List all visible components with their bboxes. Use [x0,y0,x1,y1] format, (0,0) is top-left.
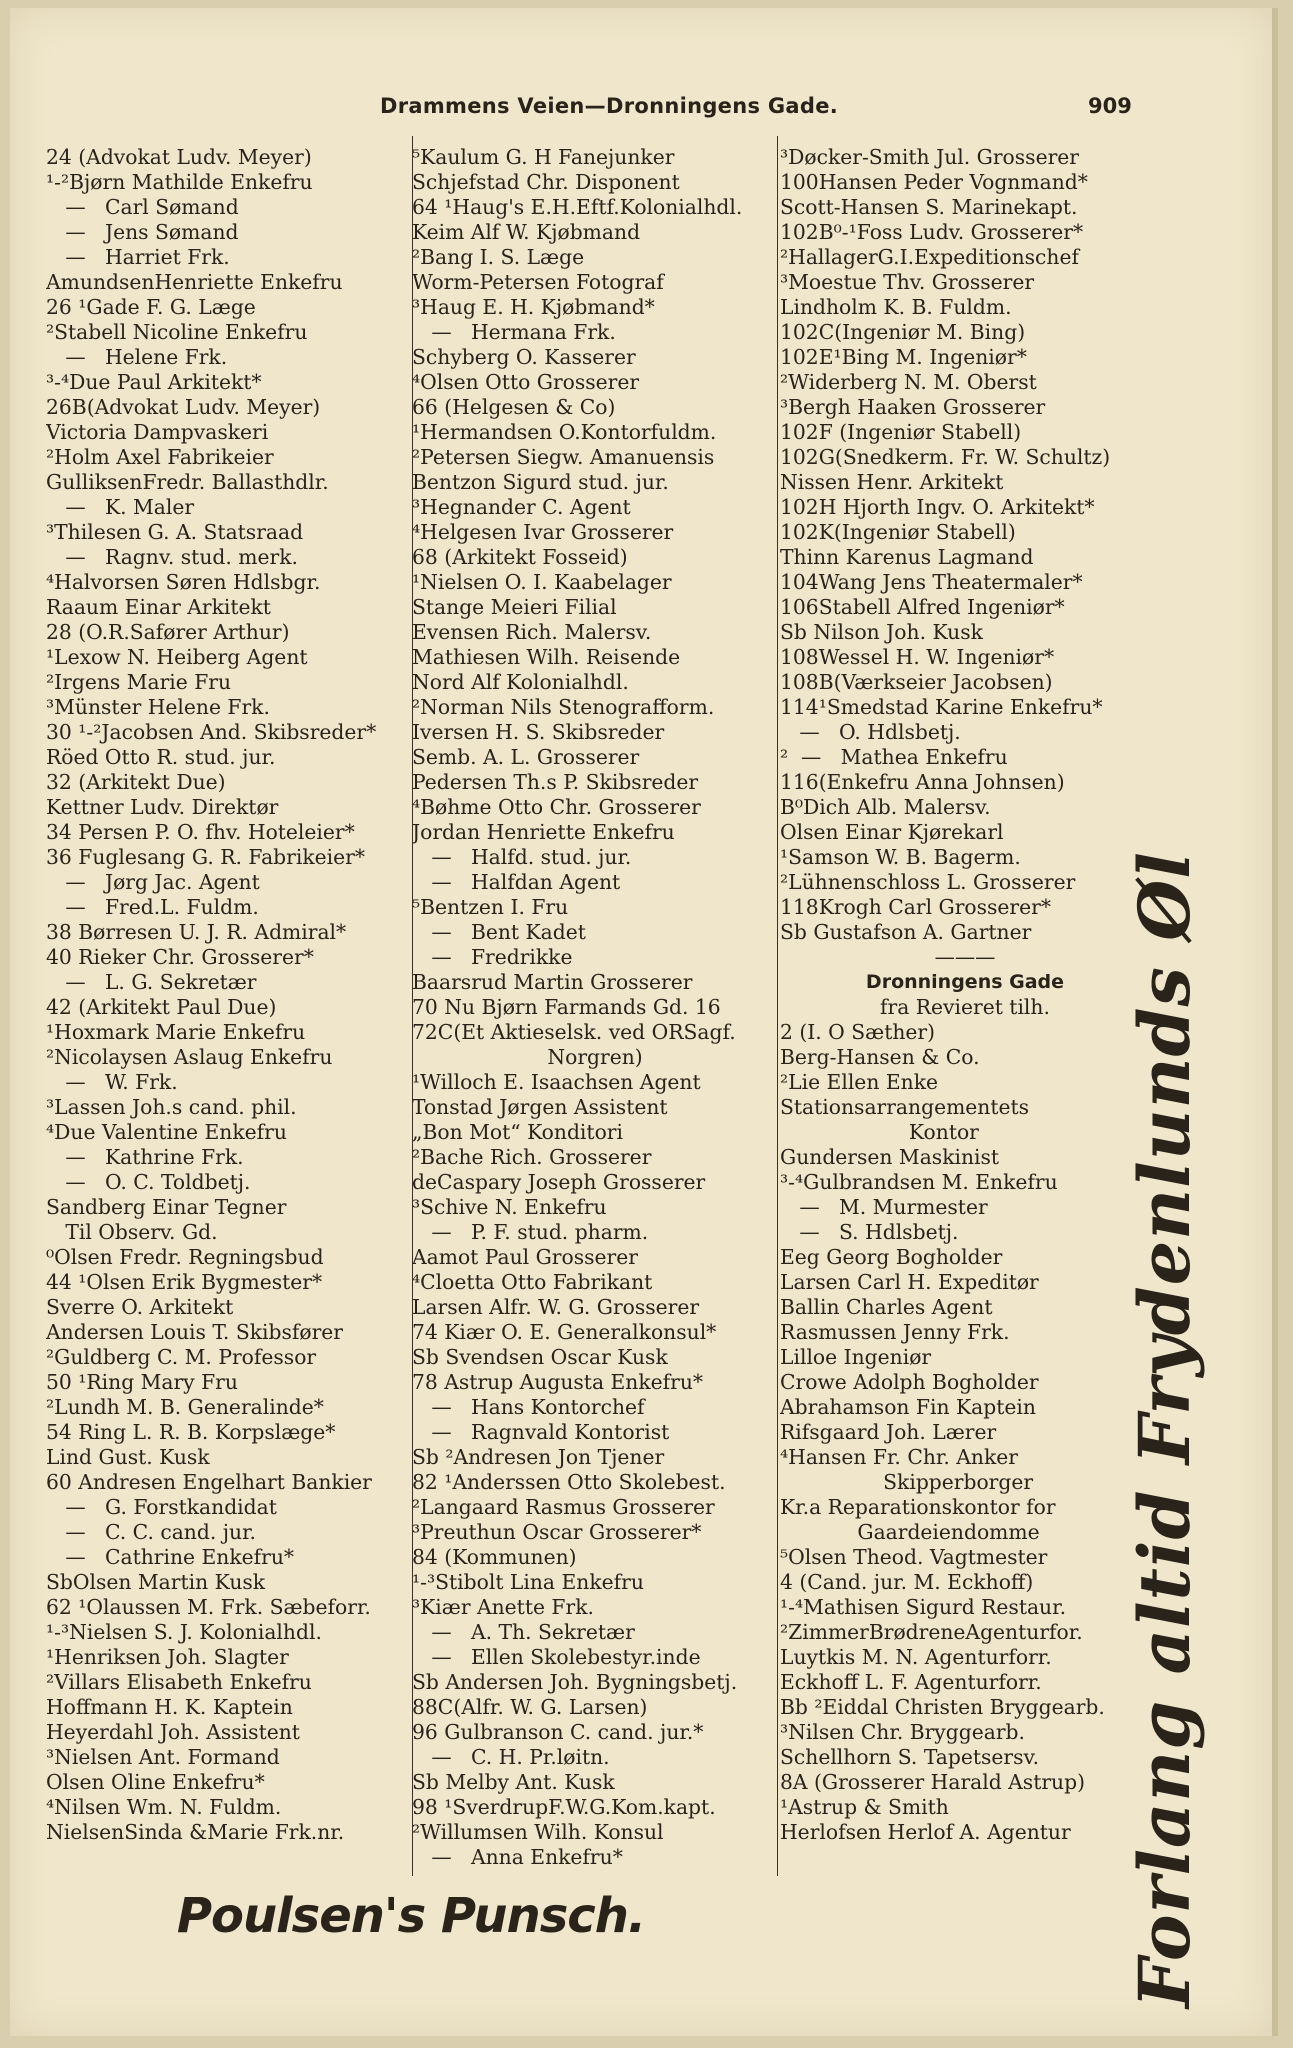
directory-entry: ⁴Due Valentine Enkefru [46,1120,287,1144]
directory-column-1 [46,145,414,1845]
directory-entry: Keim Alf W. Kjøbmand [412,220,641,244]
directory-entry: GulliksenFredr. Ballasthdlr. [46,470,329,494]
directory-entry: ¹-⁴Mathisen Sigurd Restaur. [780,1595,1067,1619]
directory-entry: 4 (Cand. jur. M. Eckhoff) [780,1570,1034,1594]
directory-entry: Sb Gustafson A. Gartner [780,920,1032,944]
directory-entry: — Ragnv. stud. merk. [46,545,298,569]
directory-entry: — M. Murmester [780,1195,988,1219]
directory-entry: 102F (Ingeniør Stabell) [780,420,1022,444]
directory-entry: 60 Andresen Engelhart Bankier [46,1470,372,1494]
directory-entry: Larsen Alfr. W. G. Grosserer [412,1295,700,1319]
directory-entry: 40 Rieker Chr. Grosserer* [46,945,314,969]
page-title: Drammens Veien—Dronningens Gade. [380,94,839,118]
directory-entry: Bb ²Eiddal Christen Bryggearb. [780,1695,1105,1719]
directory-entry: Sandberg Einar Tegner [46,1195,287,1219]
directory-entry: ²Holm Axel Fabrikeier [46,445,274,469]
directory-entry: 84 (Kommunen) [412,1545,577,1569]
directory-entry: — L. G. Sekretær [46,970,257,994]
directory-entry: ³-⁴Due Paul Arkitekt* [46,370,262,394]
side-advertisement-text: Forlang altid Frydenlunds Øl [1123,851,1206,2008]
directory-entry: Gaardeiendomme [780,1520,1040,1544]
directory-entry: ³Kiær Anette Frk. [412,1595,594,1619]
directory-entry: ² — Mathea Enkefru [780,745,1008,769]
directory-entry: ¹Nielsen O. I. Kaabelager [412,570,672,594]
directory-entry: ²Nicolaysen Aslaug Enkefru [46,1045,333,1069]
directory-entry: 104Wang Jens Theatermaler* [780,570,1083,594]
directory-entry: deCaspary Joseph Grosserer [412,1170,706,1194]
directory-entry: ²ZimmerBrødreneAgenturfor. [780,1620,1083,1644]
directory-entry: ³Schive N. Enkefru [412,1195,607,1219]
directory-entry: ¹-³Stibolt Lina Enkefru [412,1570,644,1594]
directory-entry: Sb Melby Ant. Kusk [412,1770,615,1794]
directory-entry: ¹Samson W. B. Bagerm. [780,845,1021,869]
directory-entry: ⁴Cloetta Otto Fabrikant [412,1270,653,1294]
directory-entry: B⁰Dich Alb. Malersv. [780,795,991,819]
directory-entry: 102E¹Bing M. Ingeniør* [780,345,1027,369]
directory-entry: ²Stabell Nicoline Enkefru [46,320,308,344]
directory-entry: 34 Persen P. O. fhv. Hoteleier* [46,820,355,844]
directory-entry: ²Guldberg C. M. Professor [46,1345,317,1369]
directory-entry: — Hans Kontorchef [412,1395,645,1419]
directory-entry: ²Lühnenschloss L. Grosserer [780,870,1076,894]
directory-entry: — Fredrikke [412,945,573,969]
directory-entry: ³-⁴Gulbrandsen M. Enkefru [780,1170,1058,1194]
directory-entry: ⁴Helgesen Ivar Grosserer [412,520,674,544]
directory-entry: ³Nilsen Chr. Bryggearb. [780,1720,1025,1744]
directory-entry: — Kathrine Frk. [46,1145,244,1169]
directory-entry: Til Observ. Gd. [46,1220,218,1244]
directory-entry: 108Wessel H. W. Ingeniør* [780,645,1055,669]
directory-entry: ³Münster Helene Frk. [46,695,270,719]
directory-entry: — G. Forstkandidat [46,1495,277,1519]
directory-entry: 72C(Et Aktieselsk. ved ORSagf. [412,1020,736,1044]
directory-entry: Sb Andersen Joh. Bygningsbetj. [412,1670,738,1694]
directory-entry: — C. C. cand. jur. [46,1520,256,1544]
directory-entry: ¹Astrup & Smith [780,1795,949,1819]
directory-entry: Kettner Ludv. Direktør [46,795,279,819]
directory-entry: Kontor [780,1120,979,1144]
directory-entry: ²Villars Elisabeth Enkefru [46,1670,312,1694]
directory-entry: Kr.a Reparationskontor for [780,1495,1056,1519]
directory-entry: 32 (Arkitekt Due) [46,770,226,794]
directory-entry: ²Norman Nils Stenografform. [412,695,715,719]
directory-entry: 44 ¹Olsen Erik Bygmester* [46,1270,323,1294]
directory-entry: ³Døcker-Smith Jul. Grosserer [780,145,1079,169]
directory-entry: 64 ¹Haug's E.H.Eftf.Kolonialhdl. [412,195,743,219]
directory-entry: ¹Hoxmark Marie Enkefru [46,1020,306,1044]
directory-entry: 36 Fuglesang G. R. Fabrikeier* [46,845,365,869]
directory-entry: 62 ¹Olaussen M. Frk. Sæbeforr. [46,1595,371,1619]
directory-entry: 108B(Værkseier Jacobsen) [780,670,1053,694]
directory-entry: 28 (O.R.Safører Arthur) [46,620,290,644]
directory-entry: Crowe Adolph Bogholder [780,1370,1039,1394]
directory-entry: 70 Nu Bjørn Farmands Gd. 16 [412,995,721,1019]
directory-entry: Schyberg O. Kasserer [412,345,636,369]
directory-page [10,8,1278,2036]
directory-entry: — Halfd. stud. jur. [412,845,632,869]
directory-entry: ²Petersen Siegw. Amanuensis [412,445,715,469]
directory-entry: ²Bang I. S. Læge [412,245,585,269]
directory-entry: 102B⁰-¹Foss Ludv. Grosserer* [780,220,1084,244]
directory-entry: — W. Frk. [46,1070,178,1094]
directory-entry: 26B(Advokat Ludv. Meyer) [46,395,321,419]
directory-entry: 78 Astrup Augusta Enkefru* [412,1370,704,1394]
directory-entry: 102H Hjorth Ingv. O. Arkitekt* [780,495,1095,519]
directory-entry: — Harriet Frk. [46,245,230,269]
directory-entry: AmundsenHenriette Enkefru [46,270,343,294]
directory-entry: ⁴Halvorsen Søren Hdlsbgr. [46,570,321,594]
directory-entry: — Ellen Skolebestyr.inde [412,1645,701,1669]
directory-entry: Eeg Georg Bogholder [780,1245,1003,1269]
directory-entry: — Jørg Jac. Agent [46,870,260,894]
directory-entry: — A. Th. Sekretær [412,1620,635,1644]
directory-entry: Sverre O. Arkitekt [46,1295,234,1319]
directory-entry: — Jens Sømand [46,220,239,244]
directory-entry: ²Bache Rich. Grosserer [412,1145,652,1169]
directory-entry: ⁴Hansen Fr. Chr. Anker [780,1445,1018,1469]
directory-entry: — Hermana Frk. [412,320,616,344]
directory-entry: Eckhoff L. F. Agenturforr. [780,1670,1042,1694]
directory-entry: ²HallagerG.I.Expeditionschef [780,245,1079,269]
directory-entry: 102C(Ingeniør M. Bing) [780,320,1026,344]
directory-entry: Jordan Henriette Enkefru [412,820,675,844]
directory-entry: — K. Maler [46,495,195,519]
directory-entry: Skipperborger [780,1470,1034,1494]
directory-entry: Baarsrud Martin Grosserer [412,970,693,994]
page-number: 909 [1088,94,1132,118]
directory-entry: Mathiesen Wilh. Reisende [412,645,681,669]
directory-entry: Sb Svendsen Oscar Kusk [412,1345,668,1369]
directory-entry: Victoria Dampvaskeri [46,420,269,444]
directory-entry: Lindholm K. B. Fuldm. [780,295,1012,319]
directory-entry: ⁵Bentzen I. Fru [412,895,569,919]
directory-entry: 68 (Arkitekt Fosseid) [412,545,628,569]
directory-entry: ³Moestue Thv. Grosserer [780,270,1035,294]
directory-entry: ⁴Olsen Otto Grosserer [412,370,640,394]
directory-entry: Nord Alf Kolonialhdl. [412,670,629,694]
directory-entry: 82 ¹Anderssen Otto Skolebest. [412,1470,726,1494]
directory-entry: Pedersen Th.s P. Skibsreder [412,770,699,794]
directory-entry: ²Willumsen Wilh. Konsul [412,1820,664,1844]
directory-entry: „Bon Mot“ Konditori [412,1120,623,1144]
directory-entry: ³Haug E. H. Kjøbmand* [412,295,655,319]
directory-entry: Nissen Henr. Arkitekt [780,470,1004,494]
directory-entry: Hoffmann H. K. Kaptein [46,1695,293,1719]
directory-entry: ³Lassen Joh.s cand. phil. [46,1095,297,1119]
directory-entry: — Fred.L. Fuldm. [46,895,259,919]
directory-entry: NielsenSinda &Marie Frk.nr. [46,1820,345,1844]
directory-entry: ¹-³Nielsen S. J. Kolonialhdl. [46,1620,322,1644]
directory-entry: 42 (Arkitekt Paul Due) [46,995,277,1019]
directory-entry: 66 (Helgesen & Co) [412,395,616,419]
directory-entry: 118Krogh Carl Grosserer* [780,895,1051,919]
directory-entry: Raaum Einar Arkitekt [46,595,271,619]
directory-entry: Lind Gust. Kusk [46,1445,210,1469]
directory-entry: 106Stabell Alfred Ingeniør* [780,595,1065,619]
directory-entry: ³Thilesen G. A. Statsraad [46,520,304,544]
directory-entry: — C. H. Pr.løitn. [412,1745,610,1769]
bottom-advertisement-text: Poulsen's Punsch. [176,1888,646,1944]
directory-entry: 54 Ring L. R. B. Korpslæge* [46,1420,336,1444]
directory-entry: 88C(Alfr. W. G. Larsen) [412,1695,648,1719]
directory-entry: Sb Nilson Joh. Kusk [780,620,983,644]
directory-entry: ¹-²Bjørn Mathilde Enkefru [46,170,313,194]
directory-entry: Tonstad Jørgen Assistent [412,1095,668,1119]
directory-entry: Rasmussen Jenny Frk. [780,1320,1010,1344]
directory-entry: ³Nielsen Ant. Formand [46,1745,280,1769]
directory-entry: Dronningens Gade [865,971,1065,993]
directory-entry: Schjefstad Chr. Disponent [412,170,680,194]
directory-entry: ¹Hermandsen O.Kontorfuldm. [412,420,717,444]
directory-entry: Schellhorn S. Tapetsersv. [780,1745,1040,1769]
directory-entry: Norgren) [412,1045,643,1069]
directory-entry: ²Langaard Rasmus Grosserer [412,1495,715,1519]
directory-entry: ²Irgens Marie Fru [46,670,232,694]
directory-entry: ¹Lexow N. Heiberg Agent [46,645,308,669]
directory-entry: Iversen H. S. Skibsreder [412,720,665,744]
directory-entry: ⁵Olsen Theod. Vagtmester [780,1545,1048,1569]
directory-entry: Röed Otto R. stud. jur. [46,745,276,769]
directory-entry: — S. Hdlsbetj. [780,1220,959,1244]
directory-entry: Stange Meieri Filial [412,595,617,619]
directory-entry: 24 (Advokat Ludv. Meyer) [46,145,312,169]
directory-entry: ——— [934,945,996,969]
directory-entry: 50 ¹Ring Mary Fru [46,1370,238,1394]
directory-entry: Semb. A. L. Grosserer [412,745,640,769]
directory-entry: ²Lundh M. B. Generalinde* [46,1395,324,1419]
directory-entry: ³Bergh Haaken Grosserer [780,395,1046,419]
directory-column-2 [412,145,780,1870]
directory-entry: — Halfdan Agent [412,870,621,894]
directory-entry: 102G(Snedkerm. Fr. W. Schultz) [780,445,1111,469]
directory-entry: SbOlsen Martin Kusk [46,1570,266,1594]
page-header [10,90,1272,130]
directory-entry: 114¹Smedstad Karine Enkefru* [780,695,1103,719]
directory-entry: Gundersen Maskinist [780,1145,1000,1169]
directory-entry: ³Hegnander C. Agent [412,495,631,519]
directory-entry: Olsen Einar Kjørekarl [780,820,1004,844]
directory-entry: ³Preuthun Oscar Grosserer* [412,1520,702,1544]
directory-entry: — Helene Frk. [46,345,228,369]
directory-entry: Stationsarrangementets [780,1095,1030,1119]
directory-entry: Olsen Oline Enkefru* [46,1770,265,1794]
directory-column-3 [780,145,1150,1845]
directory-entry: — O. Hdlsbetj. [780,720,961,744]
directory-entry: ⁴Bøhme Otto Chr. Grosserer [412,795,701,819]
directory-entry: Thinn Karenus Lagmand [780,545,1034,569]
directory-entry: 38 Børresen U. J. R. Admiral* [46,920,347,944]
directory-entry: Ballin Charles Agent [780,1295,993,1319]
directory-entry: — Bent Kadet [412,920,586,944]
directory-entry: Bentzon Sigurd stud. jur. [412,470,669,494]
directory-entry: Andersen Louis T. Skibsfører [46,1320,343,1344]
directory-entry: 26 ¹Gade F. G. Læge [46,295,256,319]
directory-entry: ²Lie Ellen Enke [780,1070,938,1094]
directory-entry: — Ragnvald Kontorist [412,1420,670,1444]
directory-entry: 102K(Ingeniør Stabell) [780,520,1016,544]
directory-entry: 30 ¹-²Jacobsen And. Skibsreder* [46,720,377,744]
directory-entry: Evensen Rich. Malersv. [412,620,652,644]
directory-entry: 98 ¹SverdrupF.W.G.Kom.kapt. [412,1795,716,1819]
directory-entry: Scott-Hansen S. Marinekapt. [780,195,1078,219]
directory-entry: — P. F. stud. pharm. [412,1220,649,1244]
directory-entry: — Anna Enkefru* [412,1845,623,1869]
directory-entry: Rifsgaard Joh. Lærer [780,1420,997,1444]
directory-entry: 74 Kiær O. E. Generalkonsul* [412,1320,717,1344]
directory-entry: Sb ²Andresen Jon Tjener [412,1445,665,1469]
directory-entry: — Carl Sømand [46,195,239,219]
directory-entry: Herlofsen Herlof A. Agentur [780,1820,1071,1844]
directory-entry: Worm-Petersen Fotograf [412,270,664,294]
directory-entry: Aamot Paul Grosserer [412,1245,638,1269]
directory-entry: Berg-Hansen & Co. [780,1045,980,1069]
directory-entry: ¹Henriksen Joh. Slagter [46,1645,289,1669]
directory-entry: 8A (Grosserer Harald Astrup) [780,1770,1086,1794]
directory-entry: — O. C. Toldbetj. [46,1170,251,1194]
directory-entry: Larsen Carl H. Expeditør [780,1270,1039,1294]
directory-entry: Lilloe Ingeniør [780,1345,932,1369]
directory-entry: ⁵Kaulum G. H Fanejunker [412,145,675,169]
directory-entry: fra Revieret tilh. [880,995,1050,1019]
directory-entry: 116(Enkefru Anna Johnsen) [780,770,1065,794]
directory-entry: 2 (I. O Sæther) [780,1020,936,1044]
directory-entry: Abrahamson Fin Kaptein [780,1395,1036,1419]
directory-entry: 96 Gulbranson C. cand. jur.* [412,1720,704,1744]
directory-entry: ²Widerberg N. M. Oberst [780,370,1037,394]
directory-entry: ⁰Olsen Fredr. Regningsbud [46,1245,324,1269]
directory-entry: ⁴Nilsen Wm. N. Fuldm. [46,1795,282,1819]
directory-entry: — Cathrine Enkefru* [46,1545,295,1569]
directory-entry: Heyerdahl Joh. Assistent [46,1720,300,1744]
directory-entry: 100Hansen Peder Vognmand* [780,170,1088,194]
directory-entry: ¹Willoch E. Isaachsen Agent [412,1070,701,1094]
bottom-advertisement [10,1888,1272,1944]
directory-entry: Luytkis M. N. Agenturforr. [780,1645,1052,1669]
